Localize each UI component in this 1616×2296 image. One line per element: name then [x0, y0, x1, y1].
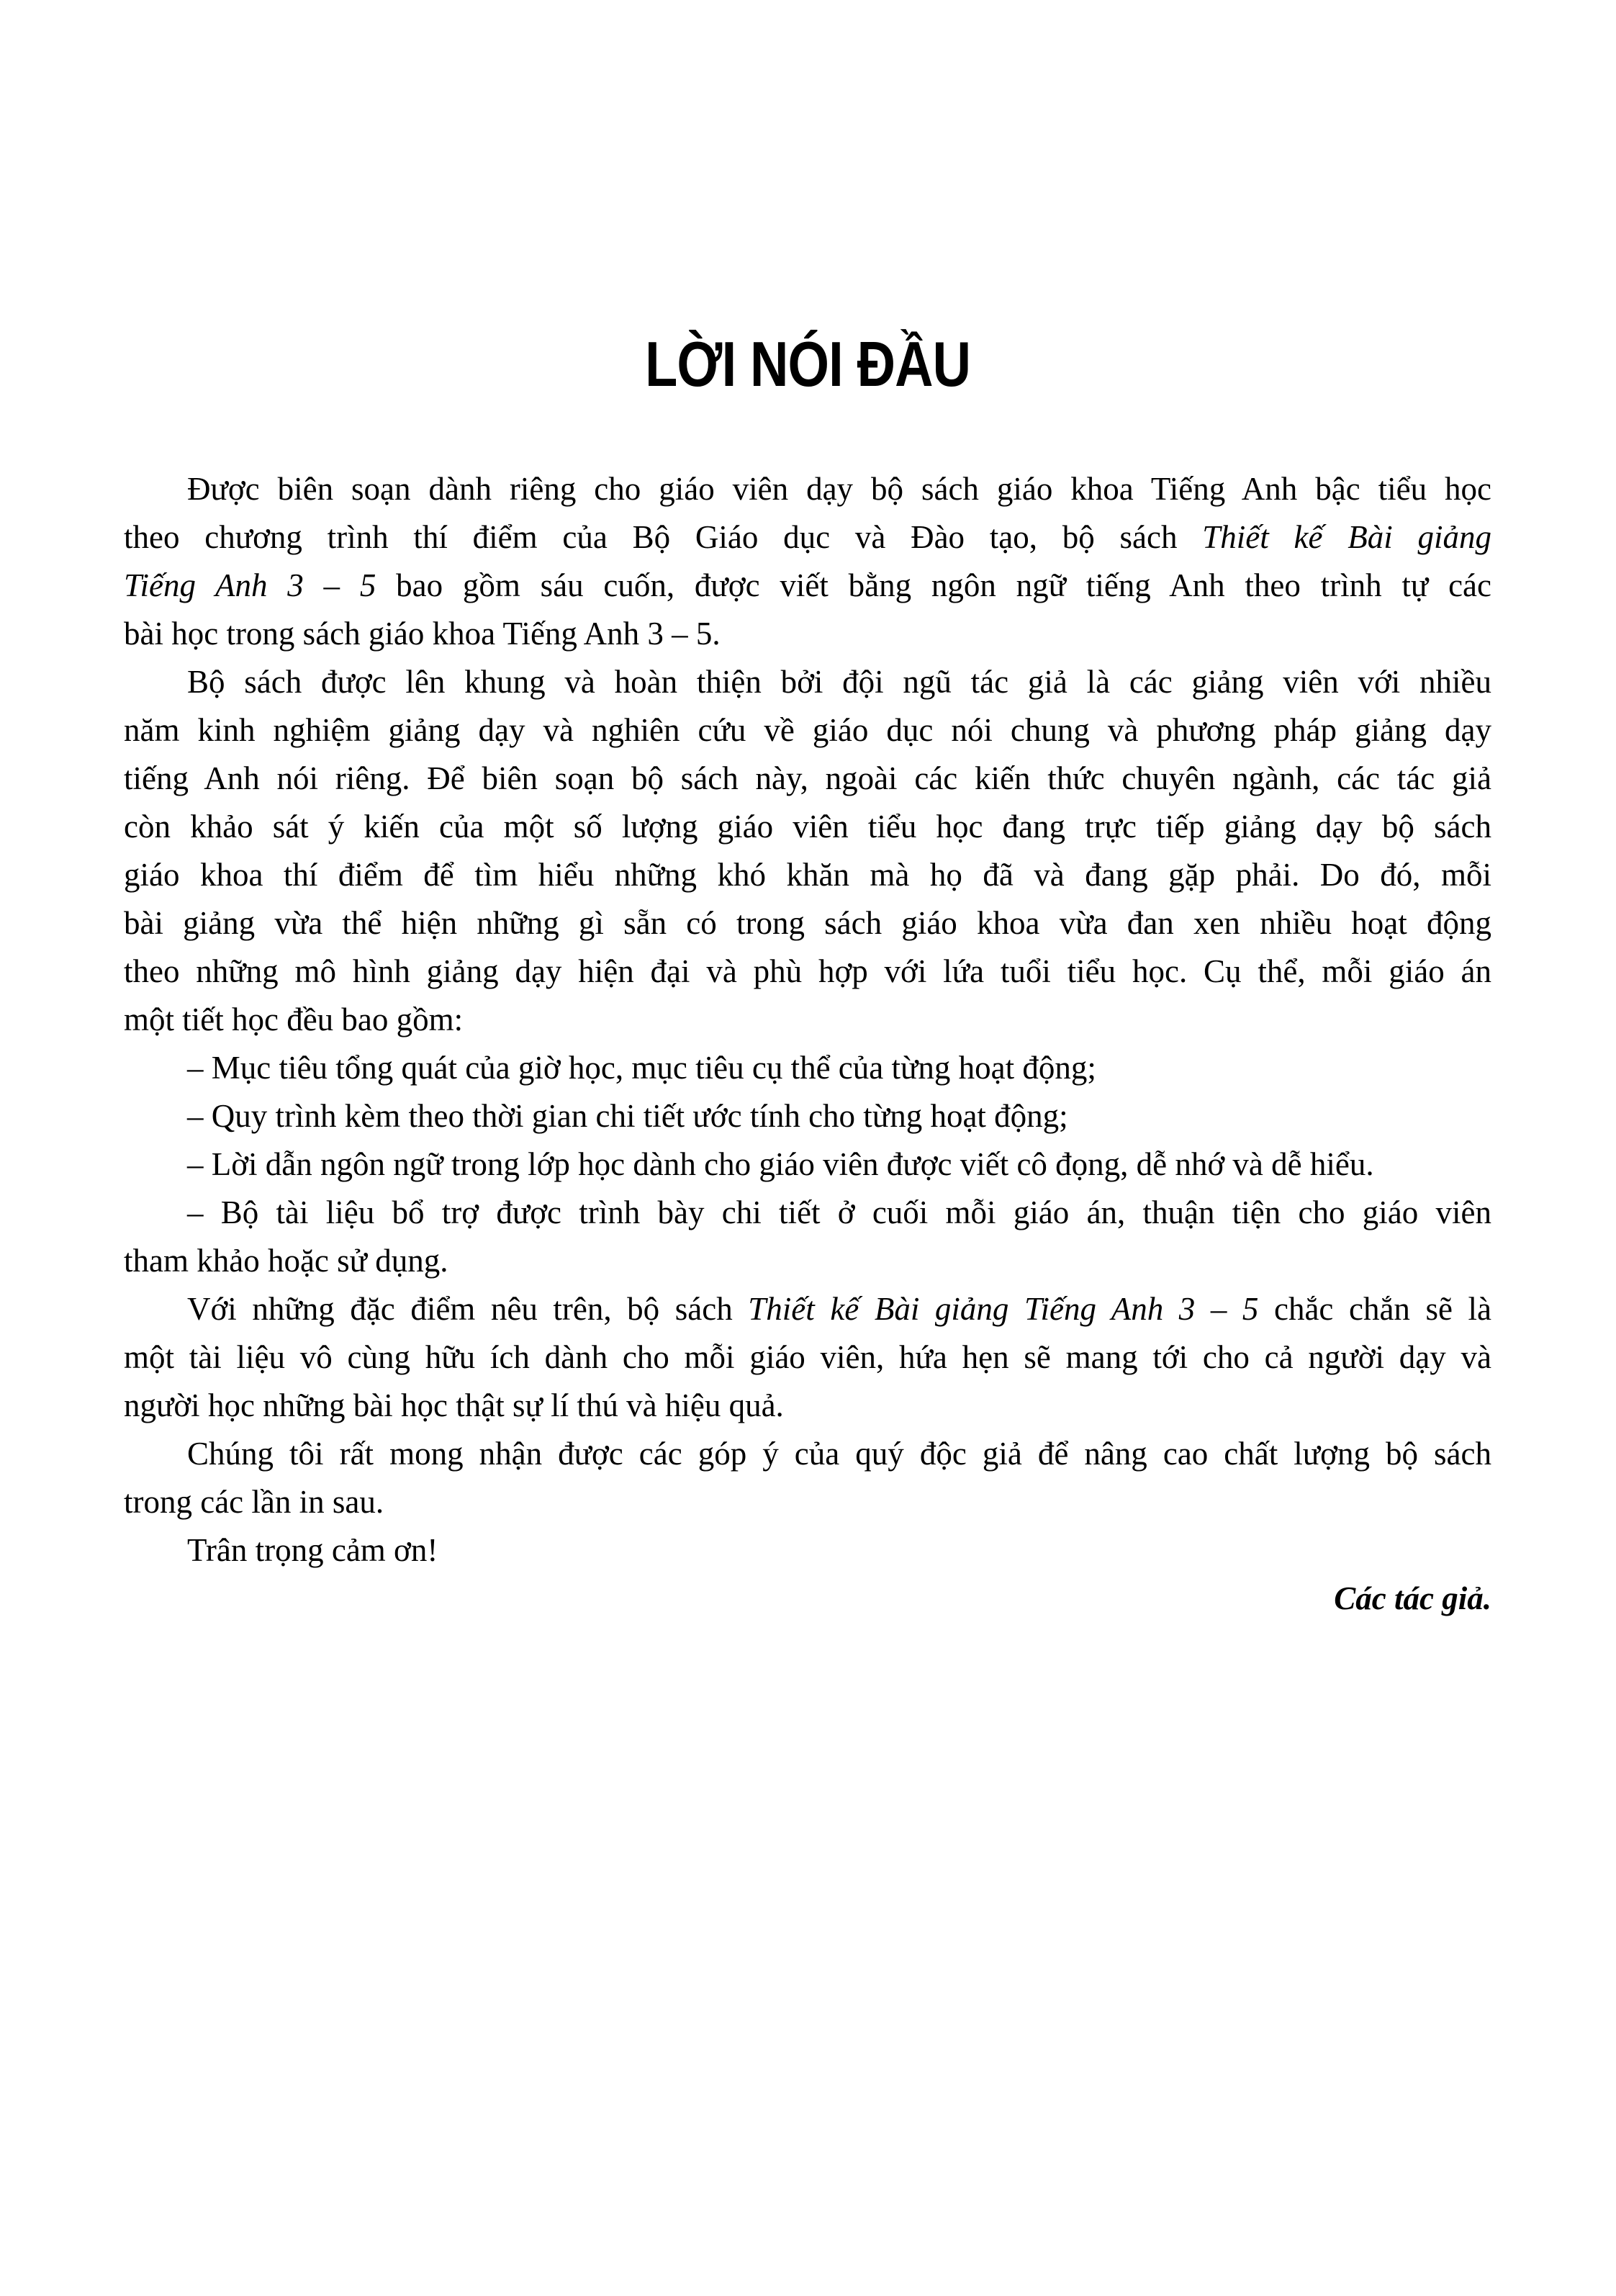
text-line	[124, 1430, 1491, 1478]
text-segment: Được biên soạn dành riêng cho giáo viên dạy bộ sách giáo khoa Tiếng Anh bậc tiểu học	[187, 471, 1491, 507]
paragraph	[124, 1092, 1491, 1140]
text-segment: Bộ sách được lên khung và hoàn thiện bởi đội ngũ tác giả là các giảng viên với nhiều	[187, 664, 1491, 700]
text-segment: người học những bài học thật sự lí thú và hiệu quả.	[124, 1387, 784, 1423]
text-line	[124, 1237, 1491, 1285]
text-segment: bài giảng vừa thể hiện những gì sẵn có trong sách giáo khoa vừa đan xen nhiều hoạt động	[124, 905, 1491, 941]
text-segment: chắc chắn sẽ là	[1258, 1291, 1492, 1327]
text-line	[124, 755, 1491, 803]
paragraph	[124, 465, 1491, 658]
text-line	[124, 658, 1491, 706]
text-segment: – Quy trình kèm theo thời gian chi tiết ước tính cho từng hoạt động;	[187, 1098, 1068, 1134]
text-segment: Trân trọng cảm ơn!	[187, 1532, 438, 1568]
text-line	[124, 899, 1491, 947]
italic-text-segment: Tiếng Anh 3 – 5	[124, 567, 376, 603]
page-title	[124, 328, 1491, 400]
body-text	[124, 465, 1491, 1623]
paragraphs-host	[124, 465, 1491, 1575]
text-line	[124, 1478, 1491, 1526]
paragraph	[124, 1526, 1491, 1575]
text-segment: tiếng Anh nói riêng. Để biên soạn bộ sách này, ngoài các kiến thức chuyên ngành, các tác giả	[124, 760, 1491, 796]
text-line	[124, 996, 1491, 1044]
text-line	[124, 513, 1491, 562]
text-line	[124, 1382, 1491, 1430]
text-segment: năm kinh nghiệm giảng dạy và nghiên cứu về giáo dục nói chung và phương pháp giảng dạy	[124, 712, 1491, 748]
paragraph	[124, 1044, 1491, 1092]
text-segment: theo chương trình thí điểm của Bộ Giáo dục và Đào tạo, bộ sách	[124, 519, 1203, 555]
text-line	[124, 465, 1491, 513]
text-line	[124, 1333, 1491, 1382]
text-segment: – Bộ tài liệu bổ trợ được trình bày chi tiết ở cuối mỗi giáo án, thuận tiện cho giáo viên	[187, 1194, 1491, 1230]
text-line	[124, 851, 1491, 899]
paragraph	[124, 1285, 1491, 1430]
text-segment: theo những mô hình giảng dạy hiện đại và phù hợp với lứa tuổi tiểu học. Cụ thể, mỗi giáo án	[124, 953, 1491, 989]
text-line	[124, 803, 1491, 851]
text-segment: – Mục tiêu tổng quát của giờ học, mục tiêu cụ thể của từng hoạt động;	[187, 1050, 1096, 1086]
paragraph	[124, 1430, 1491, 1526]
text-line	[124, 1285, 1491, 1333]
text-line	[124, 1189, 1491, 1237]
text-line	[124, 1092, 1491, 1140]
text-segment: Chúng tôi rất mong nhận được các góp ý của quý độc giả để nâng cao chất lượng bộ sách	[187, 1436, 1491, 1472]
italic-text-segment: Thiết kế Bài giảng	[1202, 519, 1491, 555]
italic-text-segment: Thiết kế Bài giảng Tiếng Anh 3 – 5	[748, 1291, 1259, 1327]
text-line	[124, 706, 1491, 755]
paragraph	[124, 1189, 1491, 1285]
text-line	[124, 1140, 1491, 1189]
text-line	[124, 562, 1491, 610]
text-segment: bao gồm sáu cuốn, được viết bằng ngôn ngữ tiếng Anh theo trình tự các	[376, 567, 1491, 603]
text-line	[124, 947, 1491, 996]
paragraph	[124, 1140, 1491, 1189]
text-line	[124, 1526, 1491, 1575]
text-line	[124, 610, 1491, 658]
paragraph	[124, 658, 1491, 1044]
text-segment: một tài liệu vô cùng hữu ích dành cho mỗi giáo viên, hứa hẹn sẽ mang tới cho cả người dạy và	[124, 1339, 1491, 1375]
text-segment: giáo khoa thí điểm để tìm hiểu những khó khăn mà họ đã và đang gặp phải. Do đó, mỗi	[124, 857, 1491, 893]
text-segment: – Lời dẫn ngôn ngữ trong lớp học dành cho giáo viên được viết cô đọng, dễ nhớ và dễ hiểu.	[187, 1146, 1374, 1182]
text-segment: trong các lần in sau.	[124, 1484, 384, 1520]
text-segment: một tiết học đều bao gồm:	[124, 1001, 464, 1037]
signature-line: Các tác giả.	[1334, 1580, 1491, 1616]
text-segment: bài học trong sách giáo khoa Tiếng Anh 3 – 5.	[124, 616, 721, 652]
page-title-text: LỜI NÓI ĐẦU	[644, 328, 971, 400]
text-segment: tham khảo hoặc sử dụng.	[124, 1243, 448, 1279]
text-line	[124, 1044, 1491, 1092]
text-segment: còn khảo sát ý kiến của một số lượng giáo viên tiểu học đang trực tiếp giảng dạy bộ sách	[124, 809, 1491, 845]
text-segment: Với những đặc điểm nêu trên, bộ sách	[187, 1291, 749, 1327]
